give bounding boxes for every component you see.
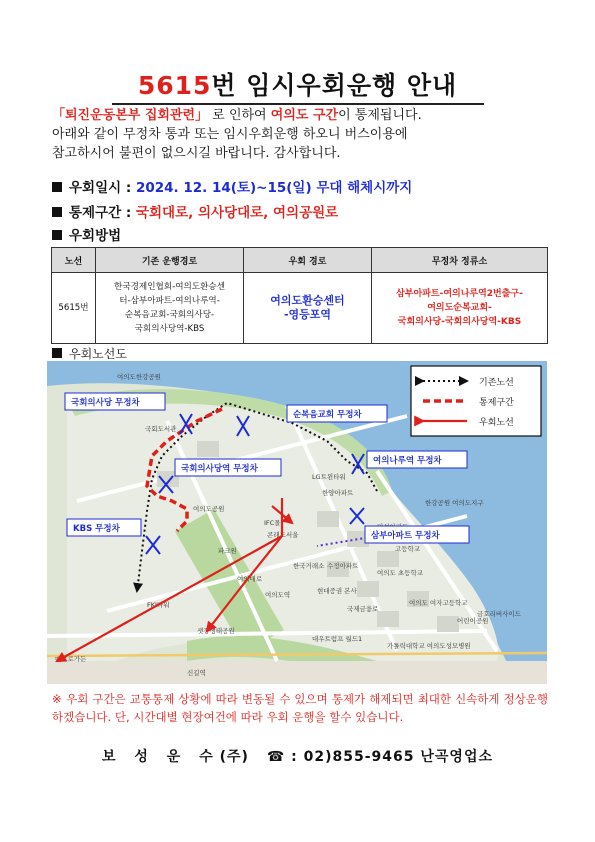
intro-text1: 로 인하여: [212, 108, 267, 123]
section-label: 통제구간 :: [69, 205, 132, 221]
map-legend: [411, 366, 541, 436]
cell-existing: [96, 273, 244, 344]
place-label: 한강공원 여의도지구: [425, 499, 484, 507]
bullet-square-icon: [52, 182, 62, 192]
existing-line: 순복음교회-국회의사당-: [124, 310, 215, 320]
company-char: (주): [219, 749, 249, 765]
place-label: 대우트럼프 월드1: [312, 635, 363, 643]
place-label: 가톨릭대학교 여의도성모병원: [387, 642, 471, 650]
detour-map: [47, 361, 547, 684]
place-label: IFC몰: [264, 519, 281, 527]
place-label: 여의도공원: [193, 505, 225, 513]
legend-existing-label: 기존노선: [479, 378, 514, 388]
intro-paragraph: [52, 106, 552, 163]
footer-contact: [0, 746, 595, 766]
place-label: 여의대로: [237, 575, 263, 583]
route-number: 5615: [137, 71, 212, 100]
table-header-row: [52, 248, 548, 273]
company-char: 보: [101, 749, 117, 765]
place-label: FKI타워: [147, 601, 170, 609]
place-label: 한양아파트: [322, 489, 354, 497]
notice-text: ※ 우회 구간은 교통통제 상황에 따라 변동될 수 있으며 통제가 해제되면 최대한 신속하게 정상운행 하겠습니다. 단, 시간대별 현장여건에 따라 우회 운행을 할수 있습니다.: [52, 692, 548, 724]
skip-line: 여의도순복교회-: [427, 303, 492, 313]
detour-line: 여의도환승센터: [270, 294, 345, 307]
intro-quote: 「퇴진운동본부 집회관련」: [52, 108, 209, 123]
bullet-method: [52, 224, 121, 244]
place-label: 어린이공원: [457, 617, 489, 625]
place-label: 현대증권 본사: [317, 587, 357, 595]
bullet-square-icon: [52, 230, 62, 240]
stop-callout-text: 삼부아파트 무정차: [371, 531, 440, 541]
place-label: 여의도 여자고등학교: [409, 599, 468, 607]
cell-route: 5615번: [52, 273, 96, 344]
date-label: 우회일시 :: [69, 180, 132, 196]
existing-line: 터-삼부아파트-여의나루역-: [119, 296, 220, 306]
place-label: 금호리버사이드: [477, 610, 521, 618]
place-label: 메트로가든: [55, 655, 87, 663]
skip-line: 삼부아파트-여의나루역2번출구-: [396, 289, 523, 299]
place-label: 국제금융로: [347, 605, 379, 613]
stop-callout-text: KBS 무정차: [73, 524, 120, 534]
title-text: 번 임시우회운행 안내: [211, 71, 458, 100]
southern-land: [47, 661, 547, 684]
place-label: 여의도역: [265, 591, 291, 599]
bullet-section: [52, 201, 338, 221]
title-underline: [112, 103, 484, 105]
place-label: 여의도한강공원: [117, 373, 161, 381]
legend-detour-label: 우회노선: [479, 418, 514, 428]
detour-line: -영등포역: [283, 308, 332, 321]
header-skip: 무정차 정류소: [372, 248, 548, 273]
phone-text: : 02)855-9465 난곡영업소: [291, 749, 493, 765]
header-route: 노선: [52, 248, 96, 273]
place-label: 신길역: [187, 669, 206, 677]
stop-callout-text: 국회의사당 무정차: [71, 398, 140, 408]
stop-callout-text: 순복음교회 무정차: [293, 410, 362, 420]
intro-area: 여의도 구간: [270, 108, 339, 123]
existing-line: 한국경제인협회-여의도환승센: [113, 282, 226, 292]
company-char: 성: [134, 749, 149, 765]
date-value: 2024. 12. 14(토)~15(일) 무대 해체시까지: [135, 180, 413, 196]
place-label: 콘래드서울: [267, 531, 299, 539]
existing-line: 국회의사당역-KBS: [134, 324, 205, 334]
company-char: 운: [166, 749, 182, 765]
stop-callout-text: 국회의사당역 무정차: [181, 464, 258, 474]
legend-box: [411, 366, 541, 436]
place-label: 파크원: [218, 547, 237, 555]
route-table: [51, 247, 548, 344]
place-label: 수정아파트: [327, 562, 359, 570]
map-section-heading: [52, 345, 127, 362]
place-label: 샛강생태공원: [197, 627, 235, 635]
place-label: 여의도 초등학교: [377, 569, 424, 577]
place-label: 고등학교: [395, 545, 421, 553]
map-section-label: 우회노선도: [69, 347, 127, 361]
table-row: [52, 273, 548, 344]
cell-skip: [372, 273, 548, 344]
stop-callout-text: 여의나루역 무정차: [373, 456, 442, 466]
header-existing: 기존 운행경로: [96, 248, 244, 273]
legend-control-label: 통제구간: [479, 398, 514, 408]
method-label: 우회방법: [69, 228, 122, 244]
bullet-square-icon: [52, 348, 62, 358]
section-value: 국회대로, 의사당대로, 여의공원로: [135, 205, 339, 221]
header-detour: 우회 경로: [244, 248, 372, 273]
intro-text2: 이 통제됩니다.: [338, 108, 422, 123]
place-label: 한국거래소: [293, 562, 325, 570]
bullet-square-icon: [52, 207, 62, 217]
bullet-date: [52, 176, 412, 196]
company-char: 수: [199, 749, 214, 765]
page-title: [0, 66, 595, 102]
cell-detour: [244, 273, 372, 344]
phone-icon: ☎: [266, 749, 286, 765]
place-label: LG트윈타워: [312, 473, 346, 481]
skip-line: 국회의사당-국회의사당역-KBS: [397, 317, 522, 327]
place-label: 국회도서관: [145, 425, 177, 433]
intro-line3: 참고하시어 불편이 없으시길 바랍니다. 감사합니다.: [52, 146, 341, 161]
intro-line2: 아래와 같이 무정차 통과 또는 임시우회운행 하오니 버스이용에: [52, 127, 408, 142]
